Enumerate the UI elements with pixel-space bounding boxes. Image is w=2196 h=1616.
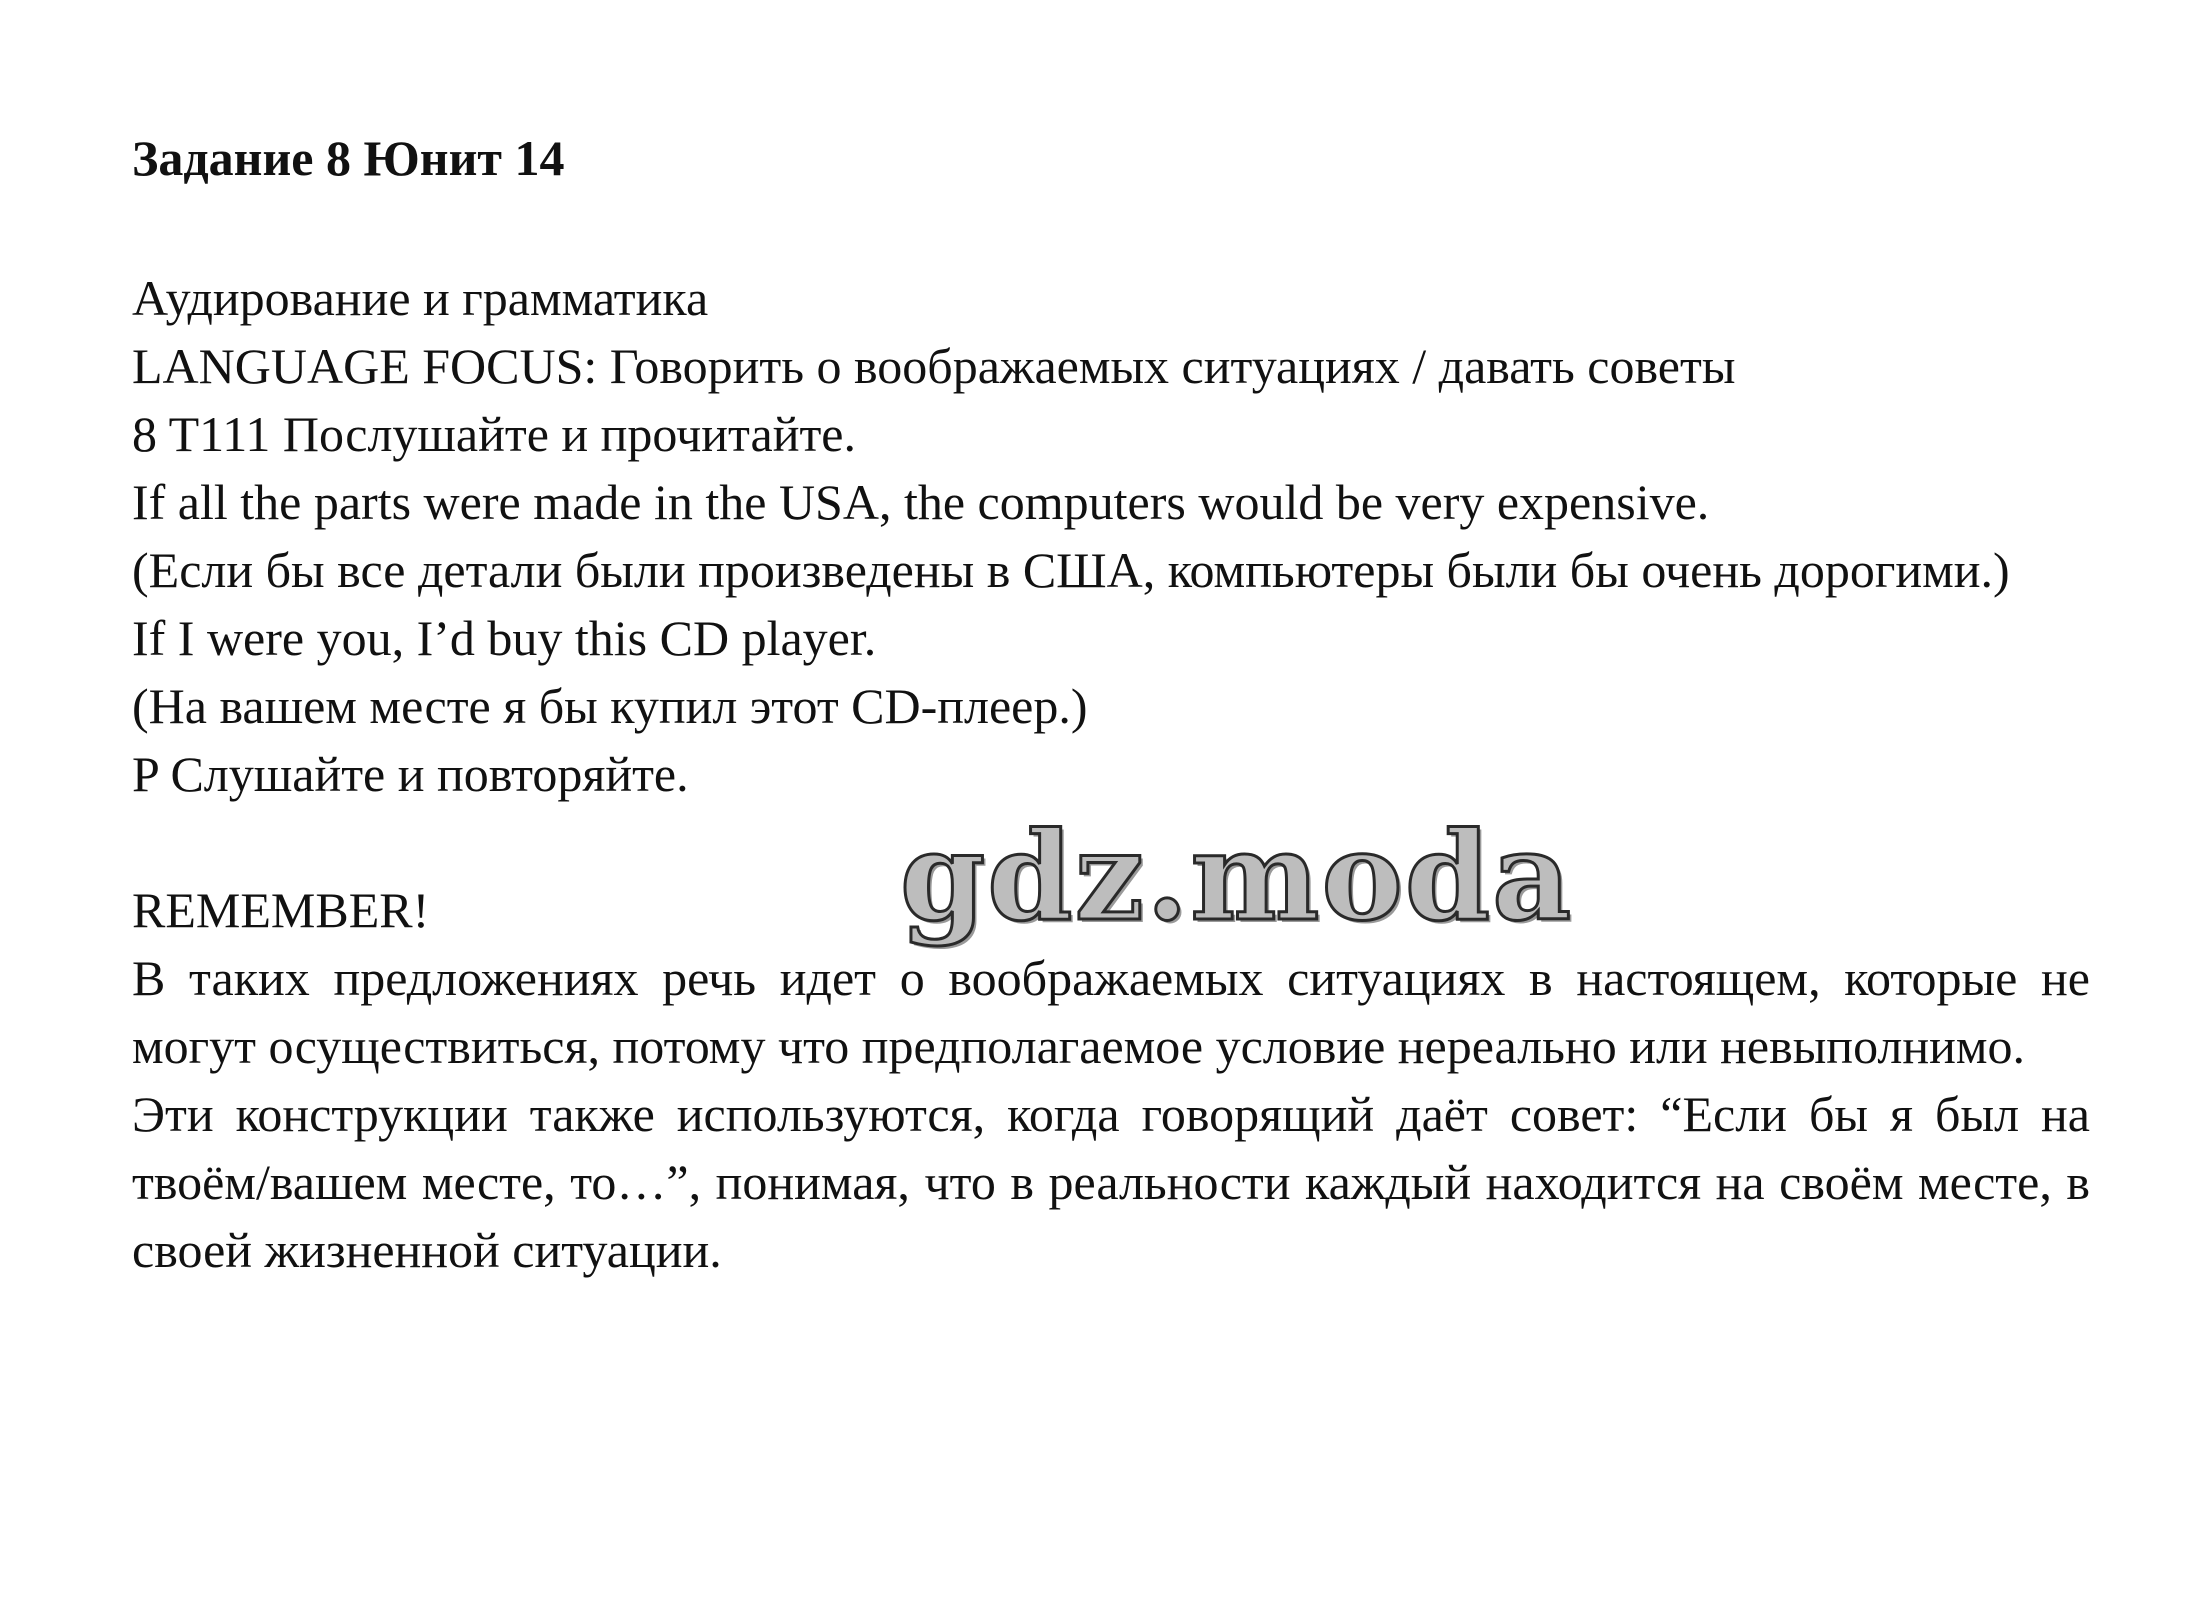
remember-paragraph-2: Эти конструкции также используются, когда говорящий даёт совет: “Если бы я был на твоём/вашем месте, то…”, понимая, что в реальности каждый находится на своём месте, в своей жизненной ситуации. (132, 1086, 2090, 1278)
task-instruction: 8 T111 Послушайте и прочитайте. (132, 406, 856, 462)
repeat-instruction: P Слушайте и повторяйте. (132, 746, 689, 802)
watermark-logo: gdz.moda (900, 804, 1574, 948)
page-title: Задание 8 Юнит 14 (132, 130, 565, 186)
language-focus: LANGUAGE FOCUS: Говорить о воображаемых ситуациях / давать советы (132, 338, 1736, 394)
section-heading: Аудирование и грамматика (132, 270, 709, 326)
example-1-translation: (Если бы все детали были произведены в США, компьютеры были бы очень дорогими.) (132, 542, 2010, 598)
example-2-translation: (На вашем месте я бы купил этот CD-плеер.) (132, 678, 1088, 734)
remember-heading: REMEMBER! (132, 882, 430, 938)
title-spacer (132, 188, 2090, 264)
example-2-english: If I were you, I’d buy this CD player. (132, 610, 877, 666)
remember-paragraph-1: В таких предложениях речь идет о воображаемых ситуациях в настоящем, которые не могут осуществиться, потому что предполагаемое условие нереально или невыполнимо. (132, 950, 2090, 1074)
example-1-english: If all the parts were made in the USA, the computers would be very expensive. (132, 474, 1710, 530)
document-page (132, 128, 2090, 1284)
